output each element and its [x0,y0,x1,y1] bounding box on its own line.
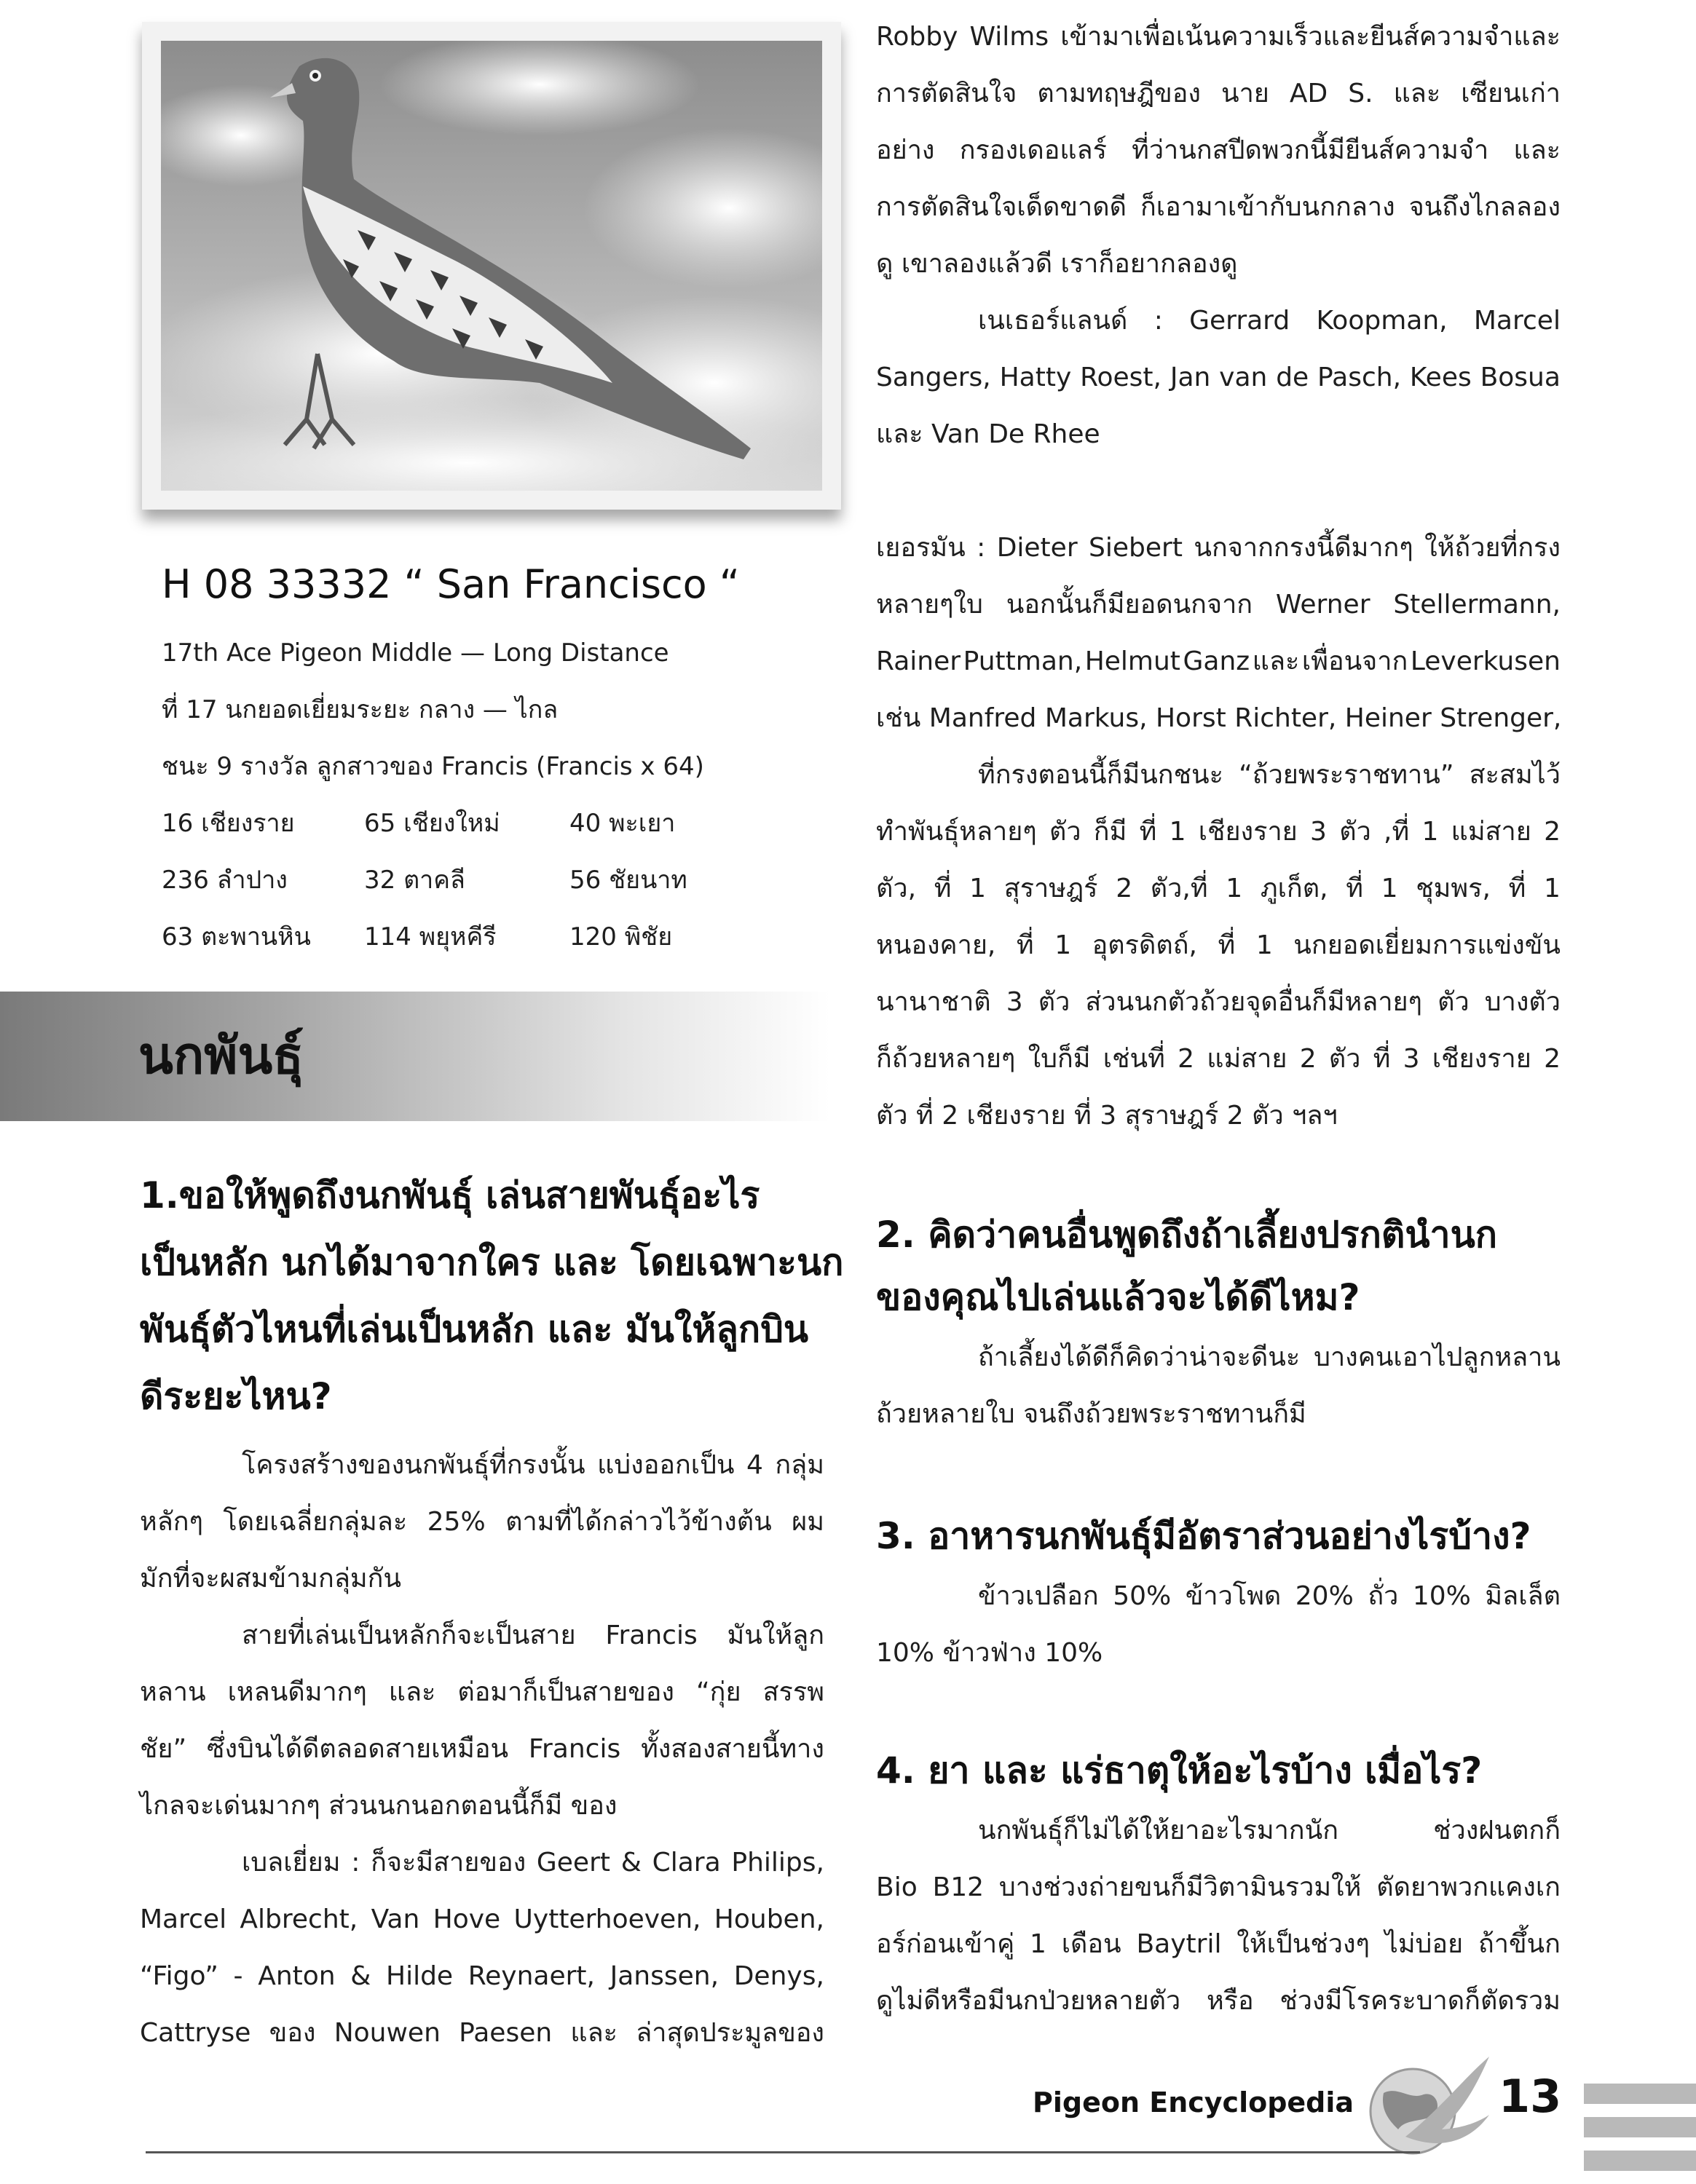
text-line: โครงสร้างของนกพันธุ์ที่กรงนั้น แบ่งออกเป็น 4 กลุ่ม [242,1450,824,1480]
text-line: ก็ถ้วยหลายๆ ใบก็มี เช่นที่ 2 แม่สาย 2 ตัว ที่ 3 เชียงราย 2 [876,1044,1561,1074]
result-cell: 32 ตาคลี [364,866,465,895]
pigeon-illustration [161,41,822,491]
text-line: ดูไม่ดีหรือมีนกป่วยหลายตัว หรือ ช่วงมีโรคระบาดก็ตัดรวม [876,1986,1561,2016]
text-line: หลักๆ โดยเฉลี่ยกลุ่มละ 25% ตามที่ได้กล่าวไว้ข้างต้น ผม [140,1507,824,1537]
q2-heading-line: ของคุณไปเล่นแล้วจะได้ดีไหม? [876,1276,1360,1318]
result-cell: 56 ชัยนาท [569,866,687,895]
result-cell: 40 พะเยา [569,809,676,838]
text-line: สายที่เล่นเป็นหลักก็จะเป็นสาย Francis มันให้ลูก [242,1621,824,1650]
text-line: Cattryse ของ Nouwen Paesen และ ล่าสุดประมูลของ [140,2018,824,2048]
text-line: ชัย” ซึ่งบินได้ดีตลอดสายเหมือน Francis ทั้งสองสายนี้ทาง [140,1734,824,1764]
result-cell: 236 ลำปาง [162,866,288,895]
text-line: เช่น Manfred Markus, Horst Richter, Heiner Strenger, [876,703,1562,733]
text-line: ที่กรงตอนนี้ก็มีนกชนะ “ถ้วยพระราชทาน” สะสมไว้ [978,760,1561,790]
section-band [0,992,830,1121]
text-line: การตัดสินใจ ตามทฤษฎีของ นาย AD S. และ เซียนเก่า [876,79,1561,108]
text-line: Sangers, Hatty Roest, Jan van de Pasch, Kees Bosua [876,363,1561,392]
footer-rule [146,2151,1420,2153]
result-cell: 65 เชียงใหม่ [364,809,500,838]
text-line: ถ้วยหลายใบ จนถึงถ้วยพระราชทานก็มี [876,1399,1306,1429]
result-cell: 63 ตะพานหิน [162,922,311,951]
text-line: หลาน เหลนดีมากๆ และ ต่อมาก็เป็นสายของ “กุ่ย สรรพ [140,1677,824,1707]
result-cell: 16 เชียงราย [162,809,295,838]
achievement-thai: ที่ 17 นกยอดเยี่ยมระยะ กลาง — ไกล [162,695,559,724]
q2-heading-line: 2. คิดว่าคนอื่นพูดถึงถ้าเลี้ยงปรกตินำนก [876,1214,1498,1256]
decor-stripe [1584,2084,1696,2104]
q4-heading: 4. ยา และ แร่ธาตุให้อะไรบ้าง เมื่อไร? [876,1749,1483,1792]
text-line: ตัว, ที่ 1 สุราษฎร์ 2 ตัว,ที่ 1 ภูเก็ต, ที่ 1 ชุมพร, ที่ 1 [876,874,1561,903]
wins-line: ชนะ 9 รางวัล ลูกสาวของ Francis (Francis x 64) [162,752,704,781]
ring-number-title: H 08 33332 “ San Francisco “ [162,561,740,607]
text-line: การตัดสินใจเด็ดขาดดี ก็เอามาเข้ากับนกกลาง จนถึงไกลลอง [876,192,1561,222]
q1-heading-line: เป็นหลัก นกได้มาจากใคร และ โดยเฉพาะนก [140,1241,844,1283]
text-line: Marcel Albrecht, Van Hove Uytterhoeven, Houben, [140,1904,824,1934]
achievement-english: 17th Ace Pigeon Middle — Long Distance [162,638,669,668]
text-line: นานาชาติ 3 ตัว ส่วนนกตัวถ้วยจุดอื่นก็มีหลายๆ ตัว บางตัว [876,987,1561,1017]
text-line: ไกลจะเด่นมากๆ ส่วนนกนอกตอนนี้ก็มี ของ [140,1791,618,1821]
globe-bird-logo [1354,2049,1493,2176]
text-line: ดู เขาลองแล้วดี เราก็อยากลองดู [876,249,1238,279]
text-line: เนเธอร์แลนด์ : Gerrard Koopman, Marcel [978,306,1561,336]
text-line: ตัว ที่ 2 เชียงราย ที่ 3 สุราษฎร์ 2 ตัว ฯลฯ [876,1101,1338,1131]
text-line: อร์ก่อนเข้าคู่ 1 เดือน Baytril ให้เป็นช่วงๆ ไม่บ่อย ถ้าขึ้นก [876,1929,1561,1959]
text-line: อย่าง กรองเดอแลร์ ที่ว่านกสปีดพวกนี้มียีนส์ความจำ และ [876,135,1561,165]
text-line: ข้าวเปลือก 50% ข้าวโพด 20% ถั่ว 10% มิลเล็ต [978,1581,1561,1611]
decor-stripe [1584,2151,1696,2171]
text-line: หลายๆใบ นอกนั้นก็มียอดนกจาก Werner Stellermann, [876,590,1561,620]
section-title: นกพันธุ์ [138,1026,304,1085]
text-line: หนองคาย, ที่ 1 อุตรดิตถ์, ที่ 1 นกยอดเยี่ยมการแข่งขัน [876,930,1561,960]
text-line: Bio B12 บางช่วงถ่ายขนก็มีวิตามินรวมให้ ตัดยาพวกแคงเก [876,1872,1561,1902]
q1-heading-line: พันธุ์ตัวไหนที่เล่นเป็นหลัก และ มันให้ลูกบิน [140,1308,809,1350]
text-line: มักที่จะผสมข้ามกลุ่มกัน [140,1564,402,1594]
result-cell: 114 พยุหคีรี [364,922,497,951]
text-line: ถ้าเลี้ยงได้ดีก็คิดว่าน่าจะดีนะ บางคนเอาไปลูกหลาน [978,1342,1561,1372]
pigeon-photo [161,41,822,491]
text-line: Robby Wilms เข้ามาเพื่อเน้นความเร็วและยีนส์ความจำและ [876,22,1561,52]
decor-stripe [1584,2117,1696,2137]
q3-heading: 3. อาหารนกพันธุ์มีอัตราส่วนอย่างไรบ้าง? [876,1515,1531,1557]
result-cell: 120 พิชัย [569,922,673,951]
text-line: 10% ข้าวฟ่าง 10% [876,1638,1103,1668]
q1-heading-line: ดีระยะไหน? [140,1375,332,1417]
text-line: “Figo” - Anton & Hilde Reynaert, Janssen, Denys, [140,1961,824,1991]
q1-heading-line: 1.ขอให้พูดถึงนกพันธุ์ เล่นสายพันธุ์อะไร [140,1174,760,1216]
text-line: นกพันธุ์ก็ไม่ได้ให้ยาอะไรมากนัก ช่วงฝนตกก็ [978,1816,1561,1845]
text-line: เยอรมัน : Dieter Siebert นกจากกรงนี้ดีมากๆ ให้ถ้วยที่กรง [876,533,1561,563]
text-line: ทำพันธุ์หลายๆ ตัว ก็มี ที่ 1 เชียงราย 3 ตัว ,ที่ 1 แม่สาย 2 [876,817,1561,847]
text-line: เบลเยี่ยม : ก็จะมีสายของ Geert & Clara Philips, [242,1848,824,1878]
footer-magazine-title: Pigeon Encyclopedia [1033,2086,1354,2118]
pigeon-photo-frame [142,22,841,510]
page-number: 13 [1499,2070,1562,2123]
text-line: และ Van De Rhee [876,419,1100,449]
text-line: Rainer Puttman, Helmut Ganz และ เพื่อนจาก Leverkusen [876,646,1561,676]
